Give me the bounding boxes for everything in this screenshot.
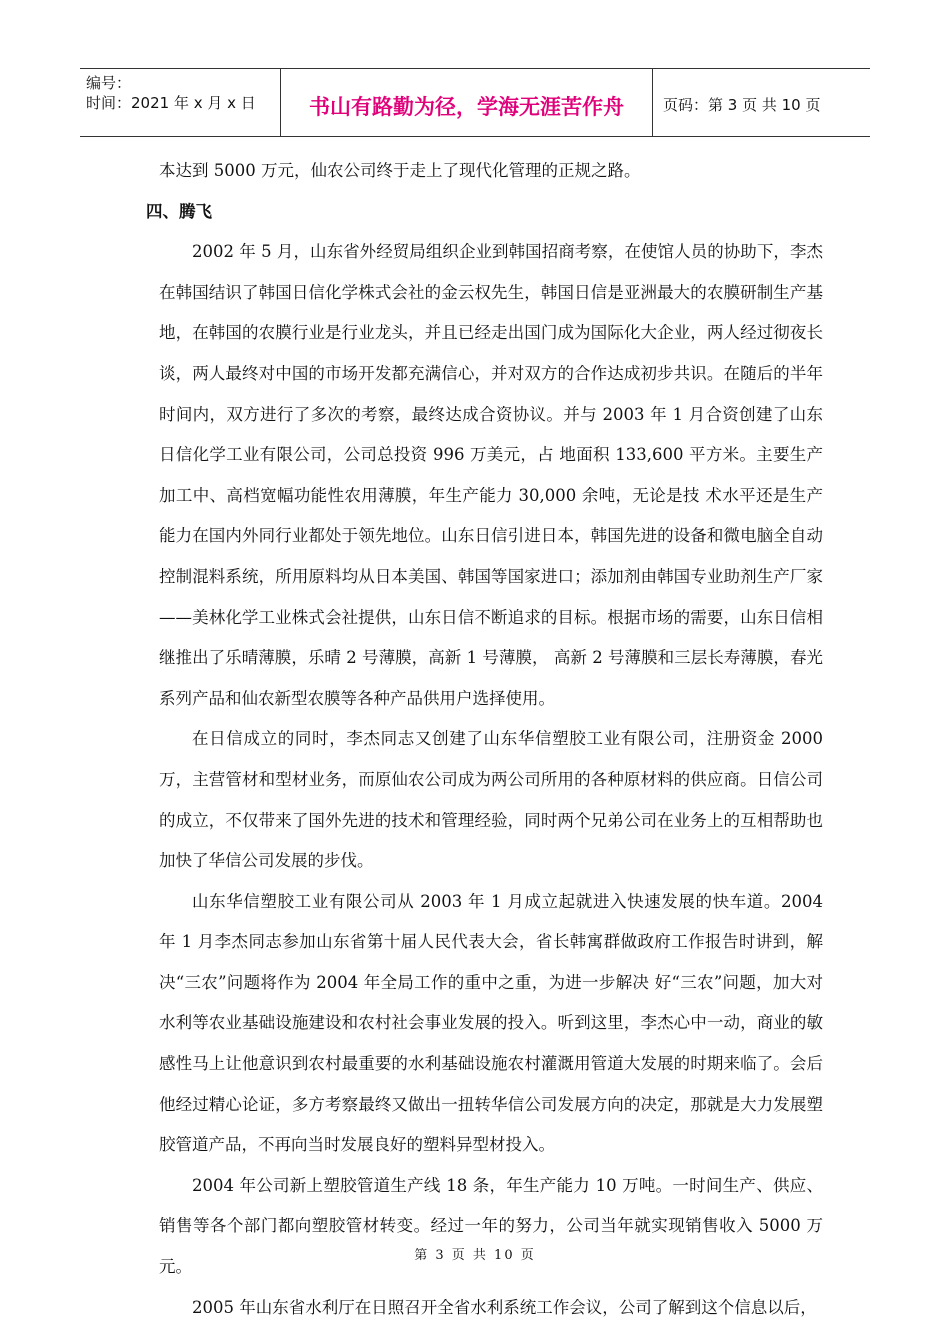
- paragraph-continued: 本达到 5000 万元，仙农公司终于走上了现代化管理的正规之路。: [159, 161, 641, 180]
- header-meta: [80, 69, 280, 136]
- number-label: 编号：: [86, 74, 132, 92]
- paragraph: 在日信成立的同时，李杰同志又创建了山东华信塑胶工业有限公司，注册资金 2000 万，主营管材和型材业务，而原仙农公司成为两公司所用的各种原材料的供应商。日信公司的成立，不仅带来了国外先进的技术和管理经验，同时两个兄弟公司在业务上的互相帮助也加快了华信公司发展的步伐。: [159, 729, 823, 871]
- header-motto: 书山有路勤为径，学海无涯苦作舟: [280, 69, 653, 136]
- paragraph: 2002 年 5 月，山东省外经贸局组织企业到韩国招商考察，在使馆人员的协助下，李杰在韩国结识了韩国日信化学株式会社的金云权先生，韩国日信是亚洲最大的农膜研制生产基地，在韩国的农膜行业是行业龙头，并且已经走出国门成为国际化大企业，两人经过彻夜长谈，两人最终对中国的市场开发都充满信心，并对双方的合作达成初步共识。在随后的半年时间内，双方进行了多次的考察，最终达成合资协议。并与 2003 年 1 月合资创建了山东日信化学工业有限公司，公司总投资 996 万美元，占 地面积 133,600 平方米。主要生产加工中、高档宽幅功能性农用薄膜，年生产能力 30,000 余吨，无论是技 术水平还是生产能力在国内外同行业都处于领先地位。山东日信引进日本，韩国先进的设备和微电脑全自动控制混料系统，所用原料均从日本美国、韩国等国家进口；添加剂由韩国专业助剂生产厂家——美林化学工业株式会社提供，山东日信不断追求的目标。根据市场的需要，山东日信相继推出了乐晴薄膜，乐晴 2 号薄膜，高新 1 号薄膜， 高新 2 号薄膜和三层长寿薄膜，春光系列产品和仙农新型农膜等各种产品供用户选择使用。: [159, 242, 823, 708]
- document-body: [146, 151, 823, 1328]
- section-heading: 四、腾飞: [146, 201, 212, 221]
- paragraph: 山东华信塑胶工业有限公司从 2003 年 1 月成立起就进入快速发展的快车道。2004 年 1 月李杰同志参加山东省第十届人民代表大会，省长韩寓群做政府工作报告时讲到，解决“三农”问题将作为 2004 年全局工作的重中之重，为进一步解决 好“三农”问题，加大对水利等农业基础设施建设和农村社会事业发展的投入。听到这里，李杰心中一动，商业的敏感性马上让他意识到农村最重要的水利基础设施农村灌溉用管道大发展的时期来临了。会后他经过精心论证，多方考察最终又做出一扭转华信公司发展方向的决定，那就是大力发展塑胶管道产品，不再向当时发展良好的塑料异型材投入。: [159, 891, 823, 1155]
- page-footer: 第 3 页 共 10 页: [414, 1248, 536, 1263]
- paragraph: 2005 年山东省水利厅在日照召开全省水利系统工作会议，公司了解到这个信息以后，: [192, 1297, 817, 1317]
- header-page-code: 页码：第 3 页 共 10 页: [663, 96, 821, 114]
- date-label: 时间：2021 年 x 月 x 日: [86, 94, 256, 112]
- page-header: [80, 68, 870, 137]
- paragraph: 2004 年公司新上塑胶管道生产线 18 条，年生产能力 10 万吨。一时间生产、供应、销售等各个部门都向塑胶管材转变。经过一年的努力，公司当年就实现销售收入 5000 万元。: [159, 1175, 823, 1277]
